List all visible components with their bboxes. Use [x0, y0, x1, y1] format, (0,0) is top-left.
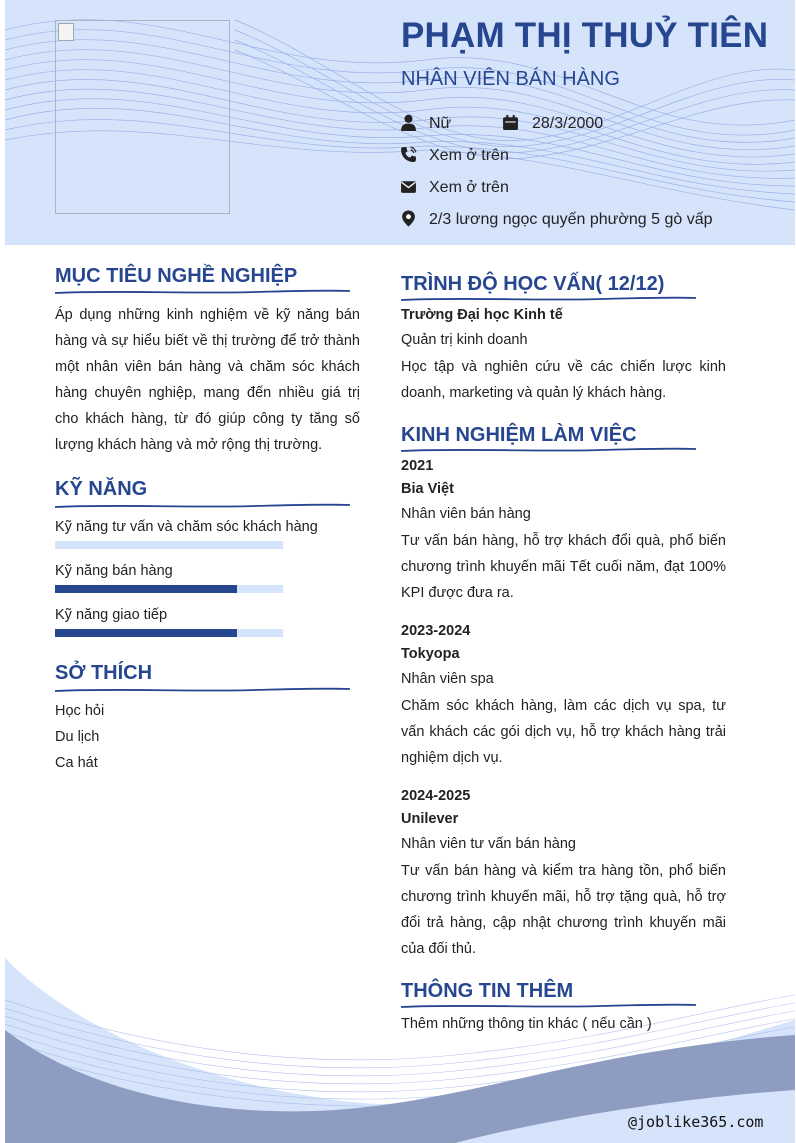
job-company: Tokyopa	[401, 646, 460, 662]
objective-underline	[55, 288, 350, 294]
hobby-item: Ca hát	[55, 755, 98, 771]
job-description: Tư vấn bán hàng và kiểm tra hàng tồn, phổ biến chương trình khuyến mãi, hỗ trợ tặng quà, hỗ trợ đổi trả hàng, cập nhật chương trình khuyến mãi của đối thủ.	[401, 863, 726, 957]
user-icon	[400, 114, 417, 131]
watermark-text: @joblike365.com	[628, 1113, 764, 1131]
phone-icon	[400, 146, 417, 163]
job-role: Nhân viên tư vấn bán hàng	[401, 836, 576, 852]
location-icon	[400, 210, 417, 227]
broken-image-icon	[58, 23, 74, 41]
job-company: Bia Việt	[401, 481, 454, 497]
skill-bar	[55, 541, 283, 549]
job-period: 2023-2024	[401, 623, 471, 639]
email-value: Xem ở trên	[429, 179, 509, 196]
objective-text: Áp dụng những kinh nghiệm về kỹ năng bán hàng và sự hiểu biết về thị trường để trở thành một nhân viên bán hàng và chăm sóc khách hàng chuyên nghiệp, mang đến nhiều giá trị cho khách hàng, từ đó giúp công ty tăng số lượng khách hàng và mở rộng thị trường.	[55, 307, 360, 453]
education-major: Quản trị kinh doanh	[401, 332, 528, 348]
education-title: TRÌNH ĐỘ HỌC VẤN( 12/12)	[401, 273, 665, 295]
skill-label: Kỹ năng tư vấn và chăm sóc khách hàng	[55, 519, 318, 535]
email-row	[400, 178, 509, 197]
phone-value: Xem ở trên	[429, 147, 509, 164]
hobby-item: Học hỏi	[55, 703, 105, 719]
gender-value: Nữ	[429, 115, 452, 132]
address-row	[400, 210, 713, 229]
skills-title: KỸ NĂNG	[55, 478, 148, 500]
candidate-position: NHÂN VIÊN BÁN HÀNG	[401, 68, 620, 90]
hobbies-title: SỞ THÍCH	[55, 662, 153, 684]
calendar-icon	[502, 114, 519, 131]
skill-bar	[55, 629, 283, 637]
extra-title: THÔNG TIN THÊM	[401, 980, 574, 1002]
extra-underline	[401, 1002, 696, 1008]
dob-row	[502, 114, 603, 133]
objective-title: MỤC TIÊU NGHỀ NGHIỆP	[55, 265, 298, 287]
job-period: 2024-2025	[401, 788, 471, 804]
dob-value: 28/3/2000	[532, 115, 604, 132]
job-description: Chăm sóc khách hàng, làm các dịch vụ spa, tư vấn khách các gói dịch vụ, hỗ trợ khách hàng trải nghiệm dịch vụ.	[401, 698, 726, 766]
address-value: 2/3 lương ngọc quyến phường 5 gò vấp	[429, 211, 713, 228]
experience-underline	[401, 446, 696, 452]
phone-row	[400, 146, 509, 165]
skill-label: Kỹ năng giao tiếp	[55, 607, 168, 623]
job-description: Tư vấn bán hàng, hỗ trợ khách đổi quà, phổ biến chương trình khuyến mãi Tết cuối năm, đạt 100% KPI được đưa ra.	[401, 533, 726, 601]
skill-bar-fill	[55, 585, 237, 593]
skill-bar	[55, 585, 283, 593]
extra-text: Thêm những thông tin khác ( nếu cần )	[401, 1016, 652, 1032]
education-description: Học tập và nghiên cứu về các chiến lược kinh doanh, marketing và quản lý khách hàng.	[401, 359, 726, 401]
skill-label: Kỹ năng bán hàng	[55, 563, 173, 579]
hobbies-underline	[55, 686, 350, 692]
profile-photo	[55, 20, 230, 214]
experience-title: KINH NGHIỆM LÀM VIỆC	[401, 424, 637, 446]
job-role: Nhân viên spa	[401, 671, 494, 687]
gender-row	[400, 114, 451, 133]
email-icon	[400, 178, 417, 195]
job-role: Nhân viên bán hàng	[401, 506, 531, 522]
skills-underline	[55, 502, 350, 508]
skill-bar-fill	[55, 629, 237, 637]
education-school: Trường Đại học Kinh tế	[401, 307, 563, 323]
job-period: 2021	[401, 458, 434, 474]
candidate-name: PHẠM THỊ THUỶ TIÊN	[401, 16, 769, 55]
job-company: Unilever	[401, 811, 459, 827]
education-underline	[401, 295, 696, 301]
hobby-item: Du lịch	[55, 729, 100, 745]
